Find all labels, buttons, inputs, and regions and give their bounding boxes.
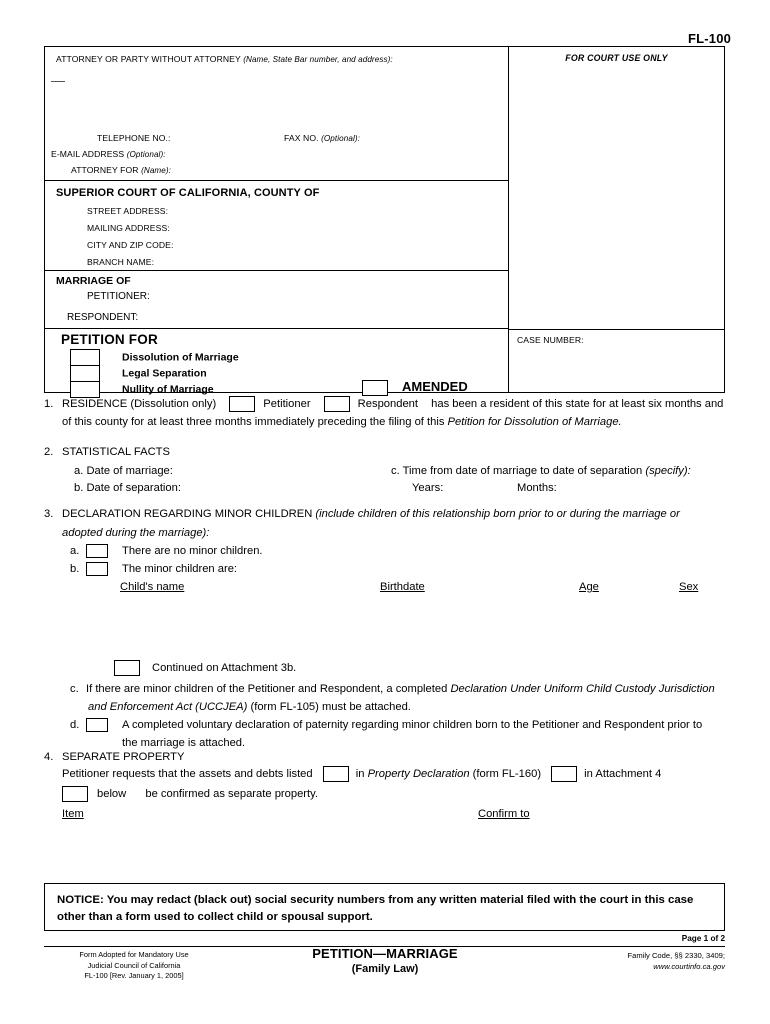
footer-adopted-line: Form Adopted for Mandatory Use [79, 950, 189, 959]
page-number: Page 1 of 2 [681, 934, 725, 943]
footer-revision-line: FL-100 [Rev. January 1, 2005] [84, 971, 184, 981]
caption-block [44, 46, 725, 396]
notice-line-1: NOTICE: You may redact (black out) social security numbers from any written material filed with the court in this case [57, 894, 694, 906]
column-header-sex: Sex [679, 581, 699, 593]
date-of-marriage-label[interactable]: a. Date of marriage: [74, 465, 173, 477]
children-option-d-line-2: the marriage is attached. [122, 737, 246, 749]
checkbox-residence-respondent[interactable] [324, 396, 350, 412]
checkbox-continued-attachment-3b[interactable] [114, 660, 140, 676]
branch-name-label: BRANCH NAME: [87, 257, 155, 267]
column-header-birthdate: Birthdate [380, 581, 425, 593]
residence-line-2: of this county for at least three months immediately preceding the filing of this Petition for Dissolution of Marriage. [62, 416, 622, 428]
fax-label: FAX NO. (Optional): [284, 133, 360, 143]
mailing-address-label: MAILING ADDRESS: [87, 223, 170, 233]
footer-form-subtitle: (Family Law) [351, 963, 419, 975]
marriage-of-box[interactable] [45, 271, 509, 329]
column-header-confirm-to: Confirm to [478, 808, 530, 820]
children-option-b[interactable]: b. The minor children are: [70, 561, 237, 578]
checkbox-dissolution-of-marriage[interactable] [70, 349, 100, 366]
footer-family-code: Family Code, §§ 2330, 3409; [627, 951, 725, 960]
children-table-headers [44, 579, 726, 593]
email-address-label: E-MAIL ADDRESS (Optional): [51, 149, 166, 159]
residence-line-1: RESIDENCE (Dissolution only) Petitioner Respondent has been a resident of this state for at least six months and [62, 396, 723, 413]
street-address-label: STREET ADDRESS: [87, 206, 169, 216]
checkbox-amended[interactable] [362, 380, 388, 396]
notice-box [44, 883, 725, 931]
checkbox-legal-separation[interactable] [70, 365, 100, 382]
marriage-of-title: MARRIAGE OF [56, 275, 131, 287]
time-from-marriage-label: c. Time from date of marriage to date of separation (specify): [391, 465, 691, 477]
checkbox-minor-children-are[interactable] [86, 562, 108, 576]
checkbox-attachment-4[interactable] [551, 766, 577, 782]
footer-center-block [255, 946, 515, 975]
children-option-c-line-2: and Enforcement Act (UCCJEA) (form FL-105) must be attached. [88, 701, 411, 713]
continued-attachment-option[interactable]: Continued on Attachment 3b. [114, 660, 296, 677]
court-use-column [509, 47, 724, 392]
attorney-for-label: ATTORNEY FOR (Name): [71, 165, 172, 175]
section-1-number: 1. [44, 398, 54, 410]
item-label-a: a. [70, 545, 80, 557]
petition-option-nullity[interactable]: Nullity of Marriage [70, 381, 214, 398]
months-label[interactable]: Months: [517, 482, 557, 494]
footer-left-block [44, 950, 224, 982]
section-4-number: 4. [44, 751, 54, 763]
children-title-line-2: adopted during the marriage): [62, 527, 210, 539]
checkbox-no-minor-children[interactable] [86, 544, 108, 558]
court-info-box[interactable] [45, 181, 509, 271]
column-header-item: Item [62, 808, 84, 820]
form-number: FL-100 [688, 31, 732, 46]
statistical-facts-title: STATISTICAL FACTS [62, 446, 170, 458]
column-header-age: Age [579, 581, 599, 593]
section-3-number: 3. [44, 508, 54, 520]
children-option-d[interactable]: d. A completed voluntary declaration of paternity regarding minor children born to the Petitioner and Respondent prior to [70, 717, 702, 734]
checkbox-listed-below[interactable] [62, 786, 88, 802]
section-2-number: 2. [44, 446, 54, 458]
children-title-line: DECLARATION REGARDING MINOR CHILDREN (include children of this relationship born prior to or during the marriage or [62, 508, 680, 520]
item-label-d: d. [70, 719, 80, 731]
item-label-b: b. [70, 563, 80, 575]
petition-for-box [45, 329, 509, 396]
attorney-info-box[interactable] [45, 47, 509, 181]
item-label-c: c. [70, 683, 79, 695]
separate-property-line-2: below be confirmed as separate property. [62, 786, 318, 803]
city-zip-label: CITY AND ZIP CODE: [87, 240, 174, 250]
years-label[interactable]: Years: [412, 482, 444, 494]
children-option-c-line-1: c. If there are minor children of the Petitioner and Respondent, a completed Declaration Under Uniform Child Custody Jurisdiction [70, 681, 715, 698]
footer-right-block [560, 950, 725, 973]
petition-option-legal-separation[interactable]: Legal Separation [70, 365, 207, 382]
amended-option[interactable]: AMENDED [362, 379, 468, 396]
case-number-label: CASE NUMBER: [517, 335, 584, 345]
telephone-label: TELEPHONE NO.: [97, 133, 171, 143]
footer-form-title: PETITION—MARRIAGE [312, 946, 458, 961]
case-number-divider [509, 329, 724, 330]
petition-option-dissolution[interactable]: Dissolution of Marriage [70, 349, 239, 366]
children-option-a[interactable]: a. There are no minor children. [70, 543, 263, 560]
superior-court-title: SUPERIOR COURT OF CALIFORNIA, COUNTY OF [56, 187, 320, 199]
checkbox-property-declaration[interactable] [323, 766, 349, 782]
footer-website-url: www.courtinfo.ca.gov [653, 962, 725, 972]
notice-text [57, 892, 714, 925]
date-of-separation-label[interactable]: b. Date of separation: [74, 482, 181, 494]
respondent-name-label: RESPONDENT: [67, 312, 139, 323]
separate-property-title: SEPARATE PROPERTY [62, 751, 185, 763]
attorney-header-label: ATTORNEY OR PARTY WITHOUT ATTORNEY (Name, State Bar number, and address): [56, 54, 393, 64]
checkbox-residence-petitioner[interactable] [229, 396, 255, 412]
notice-line-2: other than a form used to collect child or spousal support. [57, 910, 373, 923]
separate-property-line-1: Petitioner requests that the assets and debts listed in Property Declaration (form FL-160) in Attachment 4 [62, 766, 661, 783]
caption-left-column [45, 47, 509, 396]
petitioner-name-label: PETITIONER: [87, 291, 150, 302]
for-court-use-only-label: FOR COURT USE ONLY [565, 53, 668, 63]
petition-for-title: PETITION FOR [61, 332, 158, 347]
checkbox-voluntary-declaration-paternity[interactable] [86, 718, 108, 732]
footer-council-line: Judicial Council of California [87, 960, 181, 970]
attorney-tick-mark [51, 81, 65, 82]
column-header-childs-name: Child's name [120, 581, 185, 593]
